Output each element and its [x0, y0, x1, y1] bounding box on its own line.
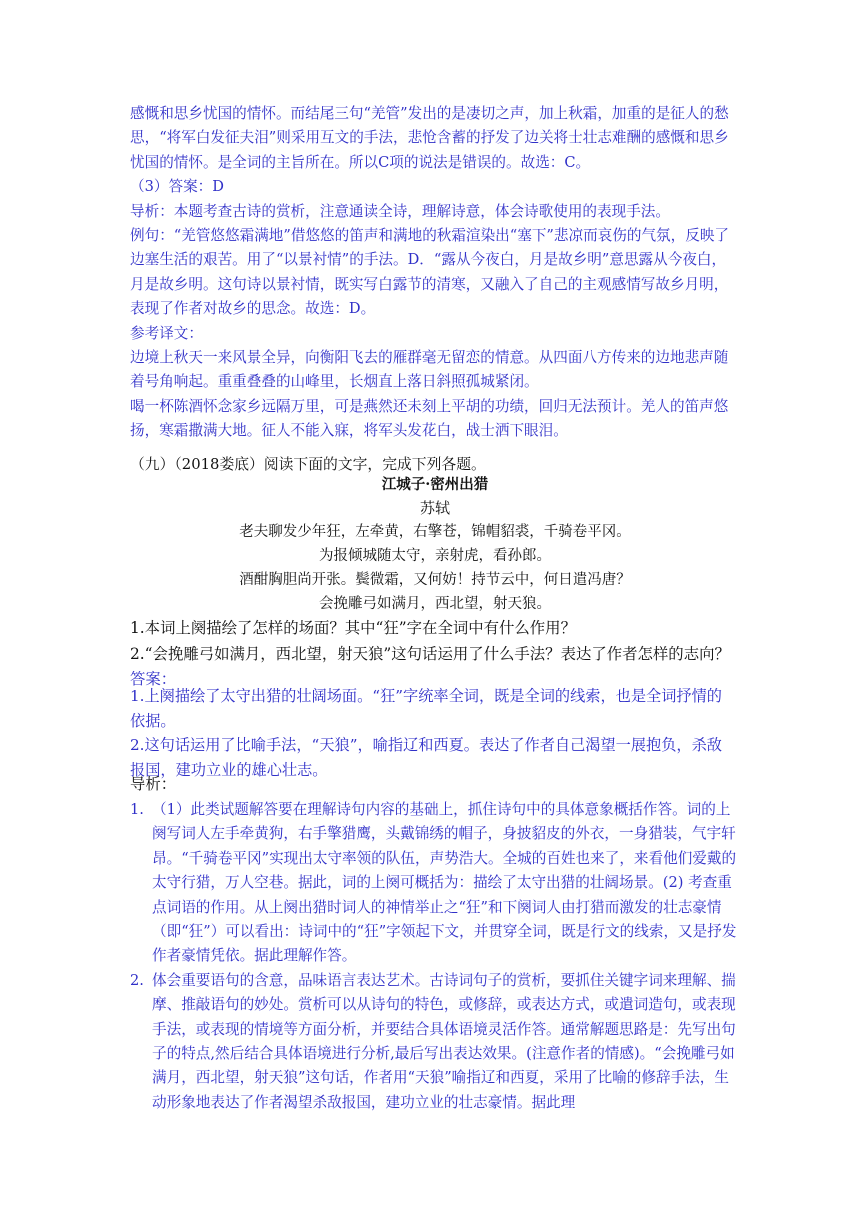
guide-item-2 — [130, 969, 740, 1115]
poem-title: 江城子·密州出猎 — [381, 476, 489, 493]
guide-item-number: 1. — [130, 801, 144, 818]
poem-line-3: 酒酣胸胆尚开张。鬓微霜，又何妨！持节云中，何日遣冯唐？ — [239, 572, 631, 588]
guide-item-number: 2. — [130, 971, 144, 989]
translation-paragraph-1: 边境上秋天一来风景全异，向衡阳飞去的雁群毫无留恋的情意。从四面八方传来的边地悲声随着号角响起。重重叠叠的山峰里，长烟直上落日斜照孤城紧闭。 — [130, 349, 729, 391]
poem-block — [130, 474, 740, 616]
answer-1: 1.上阕描绘了太守出猎的壮阔场面。“狂”字统率全词，既是全词的线索，也是全词抒情的依据。 — [130, 687, 722, 730]
question-2: 2.“会挽雕弓如满月，西北望，射天狼”这句话运用了什么手法？表达了作者怎样的志向？ — [130, 644, 730, 663]
poem-line-1: 老夫聊发少年狂，左牵黄，右擎苍，锦帽貂裘，千骑卷平冈。 — [239, 524, 631, 540]
guide-list — [130, 798, 740, 1115]
poem-line-2: 为报倾城随太守，亲射虎，看孙郎。 — [319, 548, 551, 564]
guide-label-block — [130, 772, 750, 798]
poem-author: 苏轼 — [419, 499, 450, 517]
answer-2: 2.这句话运用了比喻手法，“天狼”，喻指辽和西夏。表达了作者自己渴望一展抱负，杀敌报国，建功立业的雄心壮志。 — [130, 736, 722, 779]
questions-block — [130, 616, 750, 693]
answer-3: （3）答案：D — [130, 178, 224, 196]
guide-item-text: （1）此类试题解答要在理解诗句内容的基础上，抓住诗句中的具体意象概括作答。词的上阕写词人左手牵黄狗，右手擎猎鹰，头戴锦绣的帽子，身披貂皮的外衣，一身猎装，气宇轩昂。“千骑卷平冈”实现出太守率领的队伍，声势浩大。全城的百姓也来了，来看他们爱戴的太守行猎，万人空巷。据此，词的上阕可概括为：描绘了太守出猎的壮阔场景。(2) 考查重点词语的作用。从上阕出猎时词人的神情举止之“狂”和下阕词人由打猎而激发的壮志豪情（即“狂”）可以看出：诗词中的“狂”字领起下文，并贯穿全词，既是行文的线索，又是抒发作者豪情凭依。据此理解作答。 — [152, 801, 737, 965]
guide-item-text: 体会重要语句的含意，品味语言表达艺术。古诗词句子的赏析，要抓住关键字词来理解、揣摩、推敲语句的妙处。赏析可以从诗句的特色，或修辞，或表达方式，或遣词造句，或表现手法，或表现的情境等方面分析，并要结合具体语境灵活作答。通常解题思路是：先写出句子的特点,然后结合具体语境进行分析,最后写出表达效果。(注意作者的情感)。“会挽雕弓如满月，西北望，射天狼”这句话，作者用“天狼”喻指辽和西夏，采用了比喻的修辞手法，生动形象地表达了作者渴望杀敌报国，建功立业的壮志豪情。据此理 — [152, 971, 736, 1111]
section-heading: （九）（2018娄底）阅读下面的文字，完成下列各题。 — [130, 456, 486, 473]
poem-line-4: 会挽雕弓如满月，西北望，射天狼。 — [319, 596, 551, 612]
translation-paragraph-2: 喝一杯陈酒怀念家乡远隔万里，可是燕然还未刻上平胡的功绩，回归无法预计。羌人的笛声悠扬，寒霜撒满大地。征人不能入寐，将军头发花白，战士洒下眼泪。 — [130, 397, 729, 440]
analysis-line: 导析：本题考查古诗的赏析，注意通读全诗，理解诗意，体会诗歌使用的表现手法。 — [130, 202, 670, 220]
explanation-paragraph: 感慨和思乡忧国的情怀。而结尾三句“羌管”发出的是凄切之声，加上秋霜，加重的是征人的愁思，“将军白发征夫泪”则采用互文的手法，悲怆含蓄的抒发了边关将士壮志难酬的感慨和思乡忧国的情怀。是全词的主旨所在。所以C项的说法是错误的。故选：C。 — [130, 105, 729, 171]
reference-translation-label: 参考译文： — [130, 324, 203, 342]
question-1: 1.本词上阕描绘了怎样的场面？其中“狂”字在全词中有什么作用？ — [130, 619, 576, 637]
answers-block — [130, 684, 730, 782]
guide-item-1 — [130, 798, 740, 969]
top-answer-section — [130, 102, 740, 444]
example-paragraph: 例句：“羌管悠悠霜满地”借悠悠的笛声和满地的秋霜渲染出“塞下”悲凉而哀伤的气氛，反映了边塞生活的艰苦。用了“以景衬情”的手法。D．“露从今夜白，月是故乡明”意思露从今夜白，月是故乡明。这句诗以景衬情，既实写白露节的清寒，又融入了自己的主观感情写故乡月明，表现了作者对故乡的思念。故选：D。 — [130, 227, 730, 318]
guide-label: 导析： — [130, 775, 177, 793]
answer-label: 答案： — [130, 670, 177, 688]
